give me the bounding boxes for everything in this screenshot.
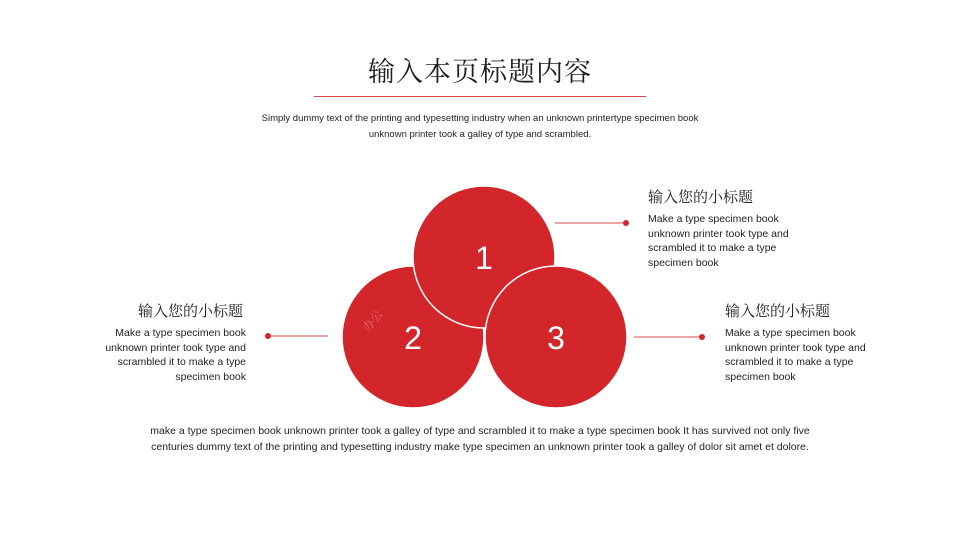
callout-left-text <box>60 326 246 384</box>
connector-dot-top-right <box>623 220 629 226</box>
footer-line: centuries dummy text of the printing and typesetting industry make type specimen an unknown printer took a galley of dolor sit amet et dolore. <box>151 440 809 453</box>
callout-right-text <box>725 326 895 384</box>
callout-top-right-text <box>648 212 818 270</box>
connector-dot-right <box>699 334 705 340</box>
callout-line: Make a type specimen book <box>725 327 856 339</box>
subtitle-line: unknown printer took a galley of type and scrambled. <box>368 129 592 140</box>
connector-dot-left <box>265 333 271 339</box>
callout-top-right-heading: 输入您的小标题 <box>648 188 754 206</box>
circle-2-label: 2 <box>404 320 422 356</box>
subtitle-line: Simply dummy text of the printing and typesetting industry when an unknown printertype specimen book <box>261 113 699 124</box>
callout-line: Make a type specimen book <box>115 327 246 339</box>
callout-line: scrambled it to make a type <box>725 356 854 368</box>
footer-paragraph <box>90 424 870 455</box>
callout-line: scrambled it to make a type <box>648 242 777 254</box>
circle-1-label: 1 <box>475 240 493 276</box>
callout-line: unknown printer took type and <box>648 227 789 240</box>
callout-line: Make a type specimen book <box>648 213 779 225</box>
circle-3-label: 3 <box>547 320 565 356</box>
callout-line: scrambled it to make a type <box>117 356 246 368</box>
callout-line: specimen book <box>648 256 719 269</box>
callout-line: specimen book <box>175 370 246 383</box>
callout-line: unknown printer took type and <box>105 341 246 354</box>
page-title: 输入本页标题内容 <box>368 57 592 88</box>
callout-right-heading: 输入您的小标题 <box>725 302 831 320</box>
footer-line: make a type specimen book unknown printer took a galley of type and scrambled it to make a type specimen book It has survived not only five <box>150 425 810 437</box>
callout-line: unknown printer took type and <box>725 341 866 354</box>
callout-line: specimen book <box>725 370 796 383</box>
watermark-text: 办公 <box>359 306 386 335</box>
callout-left-heading: 输入您的小标题 <box>137 302 243 320</box>
